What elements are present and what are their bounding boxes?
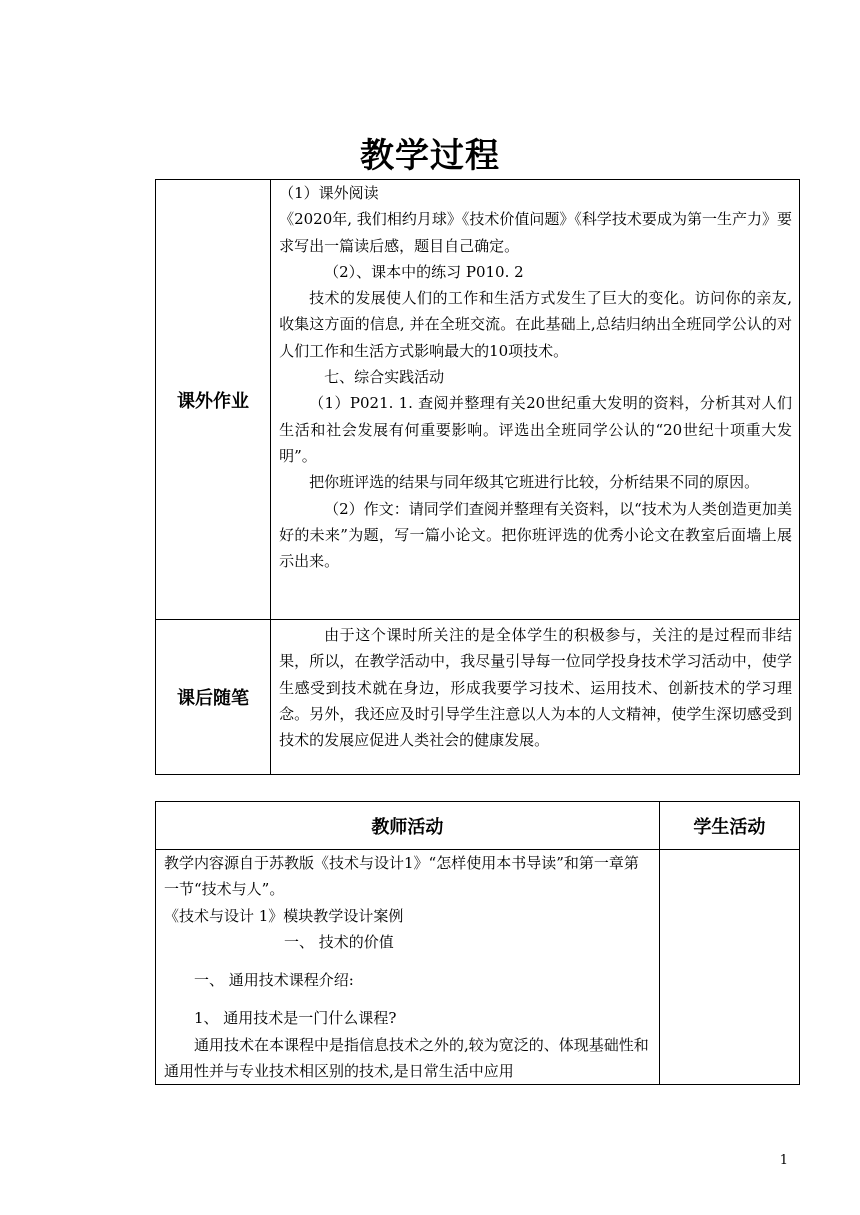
- teacher-activity-content: [156, 850, 660, 1085]
- homework-line: （2）、课本中的练习 P010. 2: [324, 262, 524, 281]
- homework-line: 把你班评选的结果与同年级其它班进行比较，分析结果不同的原因。: [309, 473, 760, 492]
- teacher-line: 一、 通用技术课程介绍:: [194, 971, 354, 990]
- teacher-line: 通用技术在本课程中是指信息技术之外的,较为宽泛的、体现基础性和通用性并与专业技术相区别的技术,是日常生活中应用: [164, 1035, 649, 1081]
- teacher-activity-header: 教师活动: [156, 802, 660, 850]
- homework-line: 七、综合实践活动: [324, 368, 445, 387]
- teacher-line: 教学内容源自于苏教版《技术与设计1》“怎样使用本书导读”和第一章第一节“技术与人”。: [164, 854, 639, 899]
- teacher-line: 一、 技术的价值: [284, 932, 394, 951]
- homework-content: [271, 180, 800, 620]
- homework-line: （1）课外阅读: [279, 184, 379, 202]
- page-number: 1: [779, 1153, 788, 1168]
- homework-line: 技术的发展使人们的工作和生活方式发生了巨大的变化。访问你的亲友,收集这方面的信息, 并在全班交流。在此基础上,总结归纳出全班同学公认的对人们工作和生活方式影响最大的10项技术。: [279, 289, 792, 360]
- student-activity-content: [659, 850, 799, 1085]
- reflection-content: [271, 620, 800, 775]
- homework-line: 《2020年, 我们相约月球》《技术价值问题》《科学技术要成为第一生产力》要求写出一篇读后感，题目自己确定。: [279, 210, 792, 255]
- reflection-label: 课后随笔: [156, 620, 271, 775]
- homework-label: 课外作业: [156, 180, 271, 620]
- page-title: 教学过程: [360, 136, 500, 176]
- activity-table: [155, 801, 800, 1085]
- student-activity-header: 学生活动: [659, 802, 799, 850]
- process-table: [155, 179, 800, 775]
- teacher-line: 《技术与设计 1》模块教学设计案例: [164, 906, 404, 925]
- teacher-line: 1、 通用技术是一门什么课程?: [194, 1009, 397, 1028]
- homework-line: （1）P021. 1. 查阅并整理有关20世纪重大发明的资料，分析其对人们生活和社会发展有何重要影响。评选出全班同学公认的“20世纪十项重大发明”。: [279, 394, 792, 465]
- homework-line: （2）作文：请同学们查阅并整理有关资料，以“技术为人类创造更加美好的未来”为题，写一篇小论文。把你班评选的优秀小论文在教室后面墙上展示出来。: [279, 499, 792, 571]
- reflection-text: 由于这个课时所关注的是全体学生的积极参与，关注的是过程而非结果，所以，在教学活动中，我尽量引导每一位同学投身技术学习活动中，使学生感受到技术就在身边，形成我要学习技术、运用技术、创新技术的学习理念。另外，我还应及时引导学生注意以人为本的人文精神，使学生深切感受到技术的发展应促进人类社会的健康发展。: [279, 626, 792, 750]
